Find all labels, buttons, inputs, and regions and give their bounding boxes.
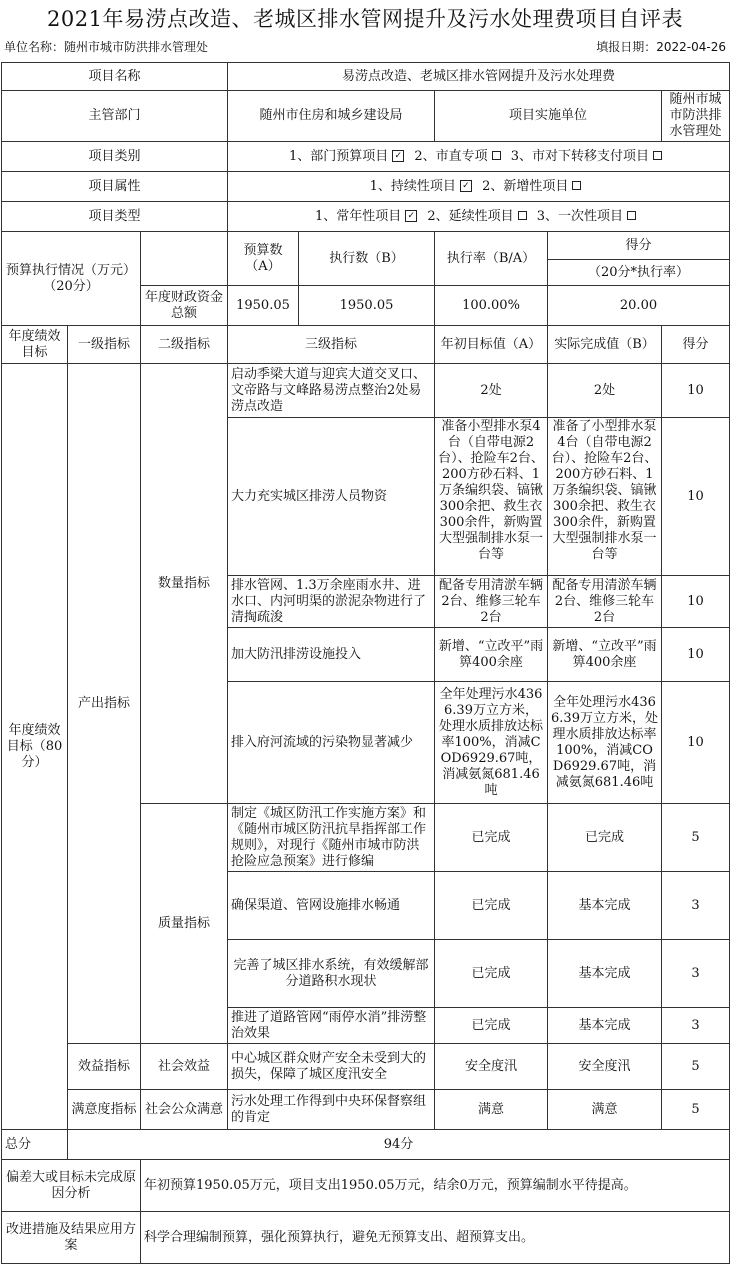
indicator-text: 推进了道路管网“雨停水消”排涝整治效果: [228, 1008, 435, 1044]
lvl2-quantity: 数量指标: [141, 364, 228, 804]
actual-value: 2处: [548, 364, 662, 418]
lvl2-social: 社会效益: [141, 1044, 228, 1090]
target-value: 已完成: [435, 872, 548, 940]
empty-box-icon: [518, 211, 527, 220]
lvl1-benefit: 效益指标: [68, 1044, 141, 1090]
indicator-text: 启动季梁大道与迎宾大道交叉口、文帝路与文峰路易涝点整治2处易涝点改造: [228, 364, 435, 418]
checked-box-icon: ✓: [405, 210, 417, 222]
lvl2-public: 社会公众满意: [141, 1090, 228, 1130]
indicator-text: 污水处理工作得到中央环保督察组的肯定: [228, 1090, 435, 1130]
indicator-text: 加大防汛排涝设施投入: [228, 628, 435, 682]
indicator-text: 完善了城区排水系统，有效缓解部分道路积水现状: [228, 940, 435, 1008]
actual-value: 新增、“立改平”雨箅400余座: [548, 628, 662, 682]
perf-header-actual: 实际完成值（B）: [548, 326, 662, 364]
improvement-label: 改进措施及结果应用方案: [2, 1212, 141, 1264]
target-value: 已完成: [435, 940, 548, 1008]
budget-rate-value: 100.00%: [435, 286, 548, 326]
indicator-text: 排水管网、1.3万余座雨水井、进水口、内河明渠的淤泥杂物进行了清掏疏浚: [228, 576, 435, 628]
score-value: 3: [662, 872, 730, 940]
department-value: 随州市住房和城乡建设局: [228, 91, 435, 142]
score-value: 3: [662, 940, 730, 1008]
target-value: 满意: [435, 1090, 548, 1130]
budget-col-score: 得分: [548, 232, 730, 260]
score-value: 10: [662, 628, 730, 682]
score-value: 5: [662, 804, 730, 872]
type-options: [228, 202, 730, 232]
indicator-text: 大力充实城区排涝人员物资: [228, 418, 435, 576]
info-bar: [4, 36, 726, 58]
budget-col-rate: 执行率（B/A）: [435, 232, 548, 286]
category-label: 项目类别: [2, 142, 228, 172]
lvl1-output: 产出指标: [68, 364, 141, 1044]
perf-header-goal: 年度绩效目标: [2, 326, 68, 364]
total-label: 总分: [2, 1130, 68, 1160]
actual-value: 基本完成: [548, 1008, 662, 1044]
budget-row-label: 年度财政资金总额: [141, 286, 228, 326]
actual-value: 基本完成: [548, 940, 662, 1008]
indicator-text: 排入府河流域的污染物显著减少: [228, 682, 435, 804]
perf-header-lvl2: 二级指标: [141, 326, 228, 364]
budget-label: 预算执行情况（万元）（20分）: [2, 232, 141, 326]
deviation-value: 年初预算1950.05万元，项目支出1950.05万元，结余0万元，预算编制水平待提高。: [141, 1160, 730, 1212]
type-option-2: 2、延续性项目: [427, 208, 514, 224]
type-option-1: 1、常年性项目: [314, 208, 402, 224]
perf-goal-label: 年度绩效目标（80分）: [2, 364, 68, 1130]
budget-blank: [141, 232, 228, 286]
type-option-3: 3、一次性项目: [536, 208, 624, 224]
total-value: 94分: [68, 1130, 730, 1160]
impl-unit-label: 项目实施单位: [435, 91, 662, 142]
target-value: 2处: [435, 364, 548, 418]
budget-score-value: 20.00: [548, 286, 730, 326]
budget-a-value: 1950.05: [228, 286, 299, 326]
attribute-label: 项目属性: [2, 172, 228, 202]
empty-box-icon: [627, 211, 636, 220]
category-option-3: 3、市对下转移支付项目: [510, 148, 650, 164]
score-value: 10: [662, 364, 730, 418]
perf-header-lvl3: 三级指标: [228, 326, 435, 364]
budget-col-a: 预算数（A）: [228, 232, 299, 286]
score-value: 10: [662, 682, 730, 804]
unit-name: 单位名称：随州市城市防洪排水管理处: [4, 40, 209, 54]
checked-box-icon: ✓: [460, 180, 472, 192]
target-value: 已完成: [435, 804, 548, 872]
page-title: 2021年易涝点改造、老城区排水管网提升及污水处理费项目自评表: [47, 7, 683, 31]
indicator-text: 制定《城区防汛工作实施方案》和《随州市城区防汛抗旱指挥部工作规则》，对现行《随州市城市防洪抢险应急预案》进行修编: [228, 804, 435, 872]
attribute-options: [228, 172, 730, 202]
target-value: 全年处理污水4366.39万立方米，处理水质排放达标率100%，消减COD6929.67吨，消减氨氮681.46吨: [435, 682, 548, 804]
target-value: 配备专用清淤车辆2台、维修三轮车2台: [435, 576, 548, 628]
target-value: 新增、“立改平”雨箅400余座: [435, 628, 548, 682]
actual-value: 安全度汛: [548, 1044, 662, 1090]
target-value: 已完成: [435, 1008, 548, 1044]
category-options: [228, 142, 730, 172]
perf-header-score: 得分: [662, 326, 730, 364]
perf-header-target: 年初目标值（A）: [435, 326, 548, 364]
actual-value: 满意: [548, 1090, 662, 1130]
deviation-label: 偏差大或目标未完成原因分析: [2, 1160, 141, 1212]
score-value: 5: [662, 1090, 730, 1130]
report-date: 填报日期：2022-04-26: [596, 40, 726, 54]
target-value: 安全度汛: [435, 1044, 548, 1090]
type-label: 项目类型: [2, 202, 228, 232]
actual-value: 配备专用清淤车辆2台、维修三轮车2台: [548, 576, 662, 628]
indicator-text: 确保渠道、管网设施排水畅通: [228, 872, 435, 940]
score-value: 5: [662, 1044, 730, 1090]
empty-box-icon: [492, 151, 501, 160]
department-label: 主管部门: [2, 91, 228, 142]
improvement-value: 科学合理编制预算，强化预算执行，避免无预算支出、超预算支出。: [141, 1212, 730, 1264]
checked-box-icon: ✓: [392, 150, 404, 162]
attribute-option-1: 1、持续性项目: [369, 178, 456, 194]
perf-header-lvl1: 一级指标: [68, 326, 141, 364]
budget-col-score-note: （20分*执行率）: [548, 260, 730, 286]
budget-b-value: 1950.05: [299, 286, 435, 326]
project-name-label: 项目名称: [2, 63, 228, 91]
score-value: 3: [662, 1008, 730, 1044]
indicator-text: 中心城区群众财产安全未受到大的损失，保障了城区度汛安全: [228, 1044, 435, 1090]
actual-value: 已完成: [548, 804, 662, 872]
project-name-value: 易涝点改造、老城区排水管网提升及污水处理费: [228, 63, 730, 91]
attribute-option-2: 2、新增性项目: [482, 178, 569, 194]
score-value: 10: [662, 418, 730, 576]
actual-value: 基本完成: [548, 872, 662, 940]
category-option-2: 2、市直专项: [414, 148, 488, 164]
evaluation-table: [1, 62, 730, 1264]
target-value: 准备小型排水泵4台（自带电源2台）、抢险车2台、200方砂石料、1万条编织袋、镐锹300余把、救生衣300余件，新购置大型强制排水泵一台等: [435, 418, 548, 576]
budget-col-b: 执行数（B）: [299, 232, 435, 286]
impl-unit-value: 随州市城市防洪排水管理处: [662, 91, 730, 142]
empty-box-icon: [653, 151, 662, 160]
actual-value: 准备了小型排水泵4台（自带电源2台）、抢险车2台、200方砂石料、1万条编织袋、镐锹300余把、救生衣300余件，新购置大型强制排水泵一台等: [548, 418, 662, 576]
empty-box-icon: [572, 181, 581, 190]
lvl2-quality: 质量指标: [141, 804, 228, 1044]
score-value: 10: [662, 576, 730, 628]
category-option-1: 1、部门预算项目: [288, 148, 389, 164]
lvl1-satisfaction: 满意度指标: [68, 1090, 141, 1130]
actual-value: 全年处理污水4366.39万立方米，处理水质排放达标率100%，消减COD6929.67吨，消减氨氮681.46吨: [548, 682, 662, 804]
